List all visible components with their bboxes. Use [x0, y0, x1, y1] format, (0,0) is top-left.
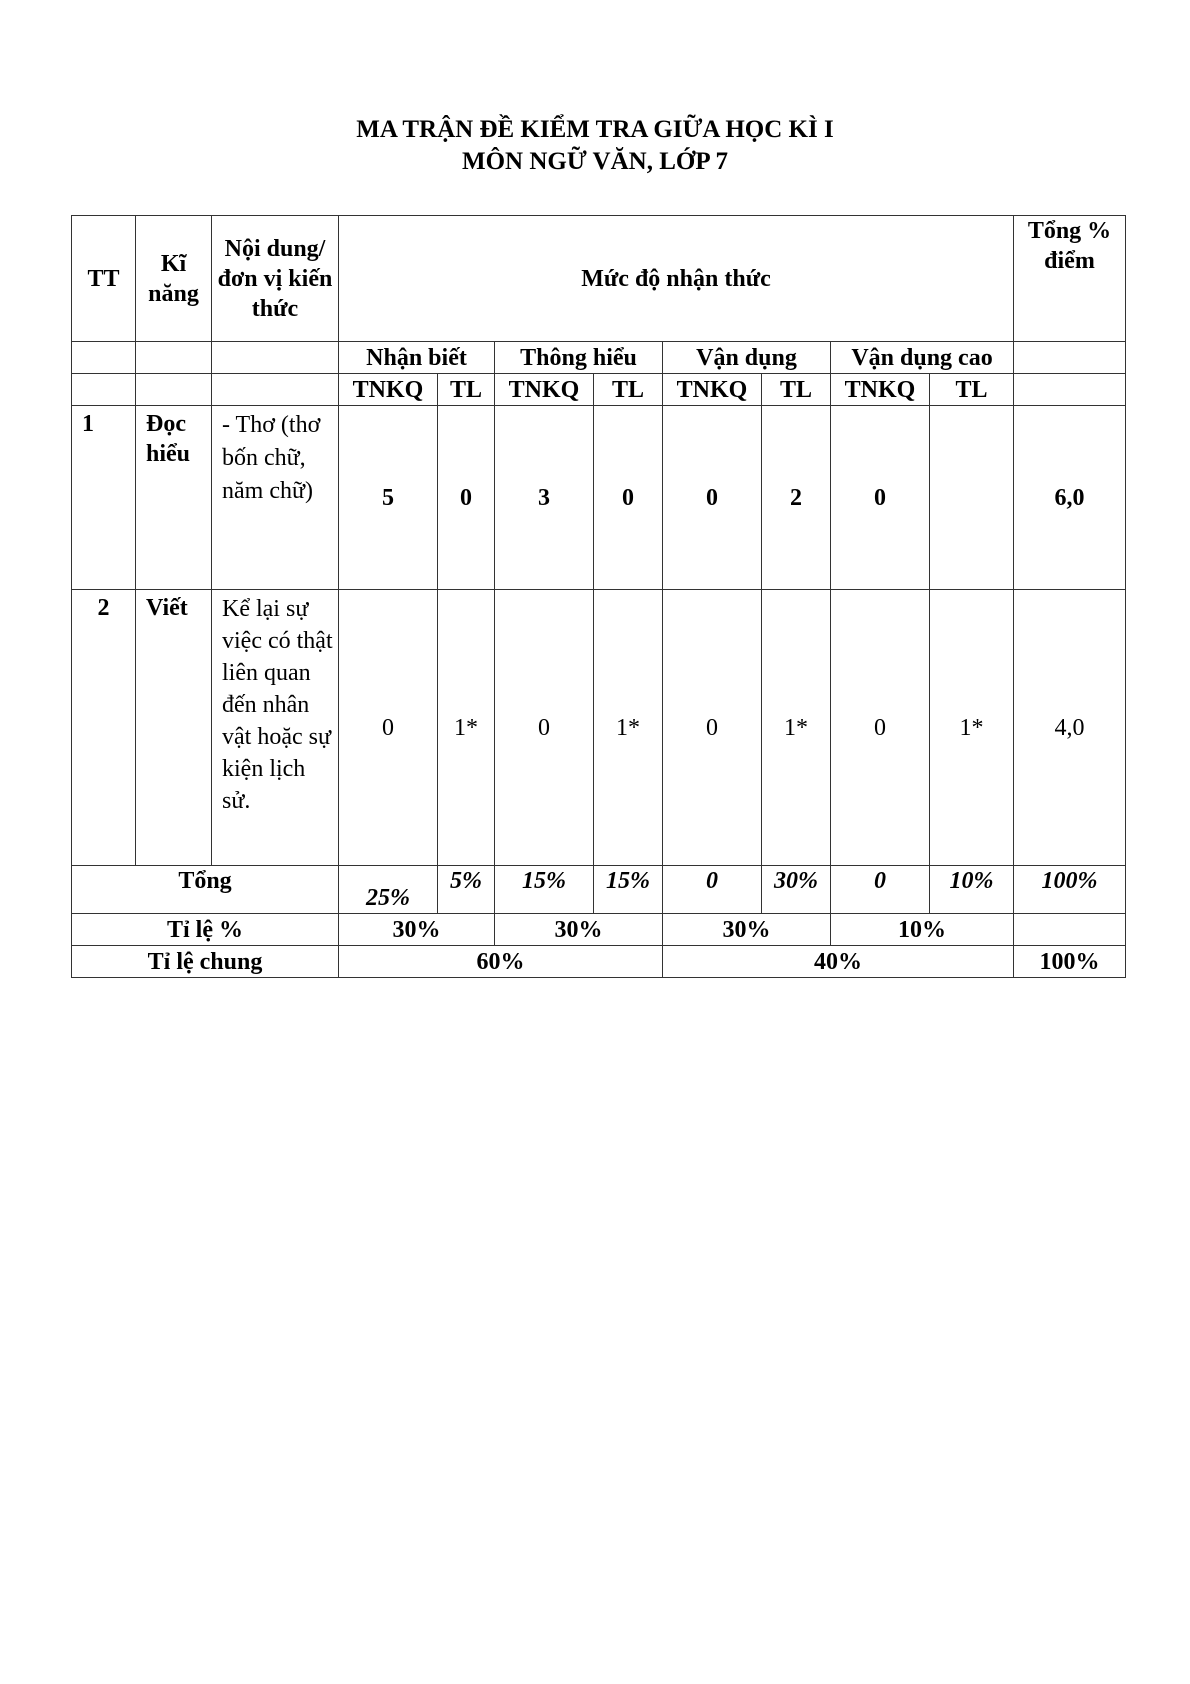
ti-le-chung-value: 60% — [339, 946, 663, 978]
ti-le-chung-row — [72, 946, 1126, 978]
row-value: 5 — [339, 406, 438, 590]
document-title: MA TRẬN ĐỀ KIỂM TRA GIỮA HỌC KÌ I — [356, 116, 834, 143]
document-subtitle: MÔN NGỮ VĂN, LỚP 7 — [462, 148, 728, 175]
tong-row — [72, 866, 1126, 914]
row-value: 0 — [663, 590, 762, 866]
row-value: 1* — [594, 590, 663, 866]
ti-le-value: 10% — [831, 914, 1014, 946]
row-tt: 2 — [72, 590, 136, 866]
header-muc-do: Mức độ nhận thức — [339, 216, 1014, 342]
level-nhan-biet: Nhận biết — [339, 342, 495, 374]
row-value: 1* — [762, 590, 831, 866]
row-value: 0 — [831, 590, 930, 866]
row-value: 0 — [339, 590, 438, 866]
row-value: 3 — [495, 406, 594, 590]
row-value — [930, 406, 1014, 590]
header-ki-nang: Kĩ năng — [136, 216, 212, 342]
row-value: 2 — [762, 406, 831, 590]
ti-le-value: 30% — [663, 914, 831, 946]
matrix-table — [71, 215, 1126, 978]
ti-le-chung-total: 100% — [1014, 946, 1126, 978]
header-tong-diem: Tổng % điểm — [1014, 216, 1126, 342]
row-total: 6,0 — [1014, 406, 1126, 590]
subcol-header: TNKQ — [339, 374, 438, 406]
tong-label: Tổng — [72, 866, 339, 914]
tong-value: 30% — [762, 866, 831, 914]
row-value: 0 — [594, 406, 663, 590]
subcol-header: TL — [438, 374, 495, 406]
tong-total: 100% — [1014, 866, 1126, 914]
ti-le-value: 30% — [339, 914, 495, 946]
ti-le-chung-label: Tỉ lệ chung — [72, 946, 339, 978]
header-noi-dung: Nội dung/đơn vị kiến thức — [212, 216, 339, 342]
ti-le-row — [72, 914, 1126, 946]
level-van-dung: Vận dụng — [663, 342, 831, 374]
tong-value: 10% — [930, 866, 1014, 914]
row-value: 0 — [663, 406, 762, 590]
subcol-header: TL — [930, 374, 1014, 406]
row-tt: 1 — [72, 406, 136, 590]
ti-le-value: 30% — [495, 914, 663, 946]
subcol-header: TL — [762, 374, 831, 406]
subcol-header: TNKQ — [495, 374, 594, 406]
row-skill: Đọc hiểu — [136, 406, 212, 590]
ti-le-label: Tỉ lệ % — [72, 914, 339, 946]
subcol-header: TNKQ — [831, 374, 930, 406]
tong-value: 15% — [495, 866, 594, 914]
level-van-dung-cao: Vận dụng cao — [831, 342, 1014, 374]
row-content: Kể lại sự việc có thật liên quan đến nhân vật hoặc sự kiện lịch sử. — [212, 590, 339, 866]
tong-value: 5% — [438, 866, 495, 914]
ti-le-chung-value: 40% — [663, 946, 1014, 978]
row-value: 0 — [831, 406, 930, 590]
row-value: 0 — [495, 590, 594, 866]
subcol-header: TL — [594, 374, 663, 406]
row-skill: Viết — [136, 590, 212, 866]
row-value: 0 — [438, 406, 495, 590]
table-row — [72, 406, 1126, 590]
subcol-header: TNKQ — [663, 374, 762, 406]
header-tt: TT — [72, 216, 136, 342]
tong-value: 25% — [339, 866, 438, 914]
row-total: 4,0 — [1014, 590, 1126, 866]
table-row — [72, 590, 1126, 866]
tong-value: 0 — [663, 866, 762, 914]
tong-value: 0 — [831, 866, 930, 914]
row-value: 1* — [930, 590, 1014, 866]
ti-le-total — [1014, 914, 1126, 946]
tong-value: 15% — [594, 866, 663, 914]
row-content: - Thơ (thơ bốn chữ, năm chữ) — [212, 406, 339, 590]
row-value: 1* — [438, 590, 495, 866]
level-thong-hieu: Thông hiểu — [495, 342, 663, 374]
